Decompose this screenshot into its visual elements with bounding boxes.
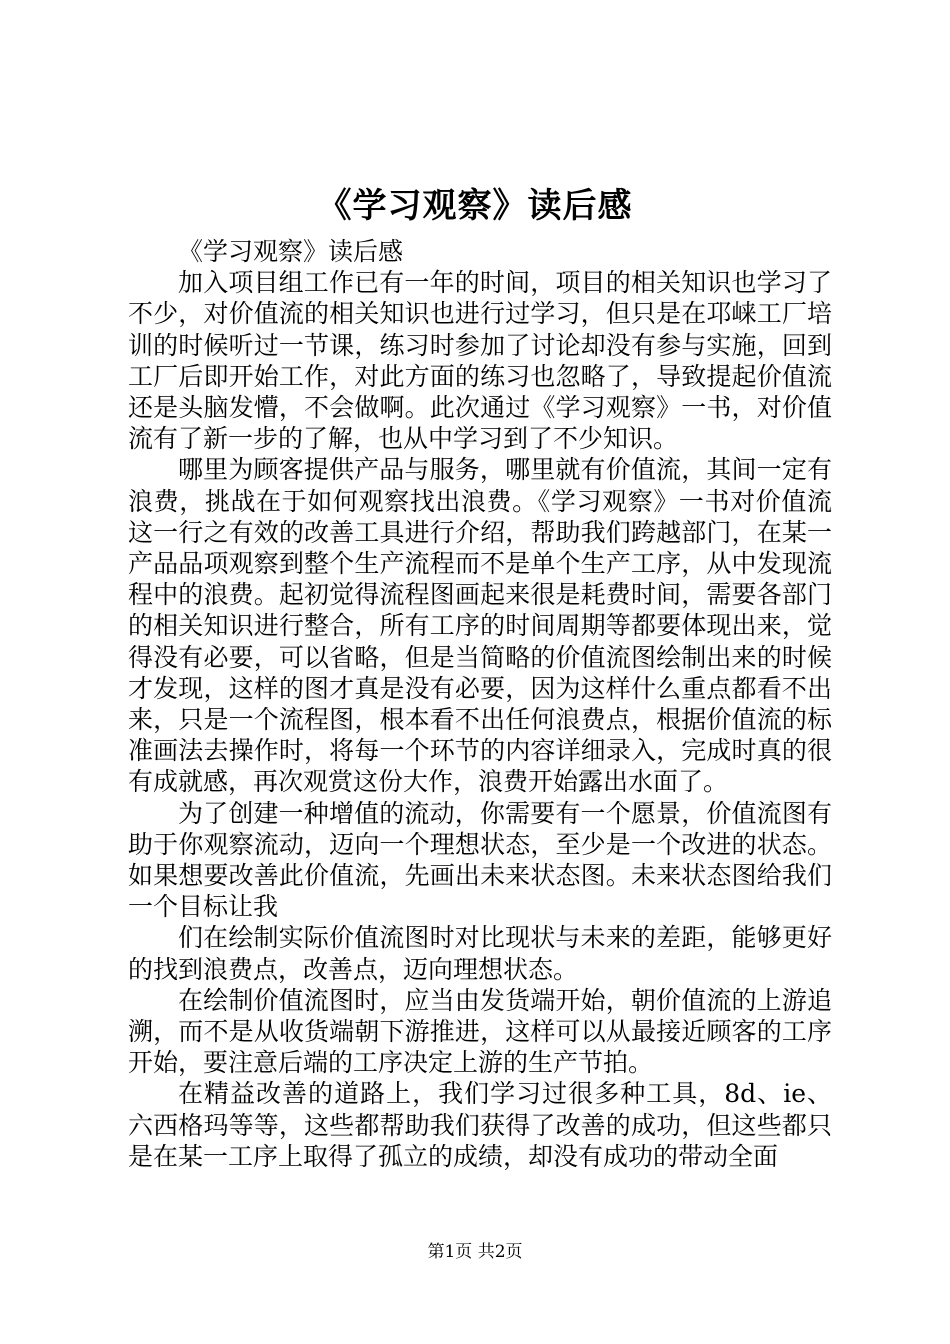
document-title: 《学习观察》读后感 [317,186,633,226]
paragraph: 为了创建一种增值的流动，你需要有一个愿景，价值流图有助于你观察流动，迈向一个理想状态，至少是一个改进的状态。如果想要改善此价值流，先画出未来状态图。未来状态图给我们一个目标让我 [128,798,832,922]
paragraph: 们在绘制实际价值流图时对比现状与未来的差距，能够更好的找到浪费点，改善点，迈向理想状态。 [128,923,832,984]
document-body [128,236,832,1172]
page-number-footer: 第1页 共2页 [427,1242,523,1262]
paragraph: 在绘制价值流图时，应当由发货端开始，朝价值流的上游追溯，而不是从收货端朝下游推进，这样可以从最接近顾客的工序开始，要注意后端的工序决定上游的生产节拍。 [128,985,832,1078]
paragraph: 加入项目组工作已有一年的时间，项目的相关知识也学习了不少，对价值流的相关知识也进行过学习，但只是在邛崃工厂培训的时候听过一节课，练习时参加了讨论却没有参与实施，回到工厂后即开始工作，对此方面的练习也忽略了，导致提起价值流还是头脑发懵，不会做啊。此次通过《学习观察》一书，对价值流有了新一步的了解，也从中学习到了不少知识。 [128,268,832,454]
paragraph: 在精益改善的道路上，我们学习过很多种工具，8d、ie、六西格玛等等，这些都帮助我们获得了改善的成功，但这些都只是在某一工序上取得了孤立的成绩，却没有成功的带动全面 [128,1079,832,1171]
paragraph: 哪里为顾客提供产品与服务，哪里就有价值流，其间一定有浪费，挑战在于如何观察找出浪费。《学习观察》一书对价值流这一行之有效的改善工具进行介绍，帮助我们跨越部门，在某一产品品项观察到整个生产流程而不是单个生产工序，从中发现流程中的浪费。起初觉得流程图画起来很是耗费时间，需要各部门的相关知识进行整合，所有工序的时间周期等都要体现出来，觉得没有必要，可以省略，但是当简略的价值流图绘制出来的时候才发现，这样的图才真是没有必要，因为这样什么重点都看不出来，只是一个流程图，根本看不出任何浪费点，根据价值流的标准画法去操作时，将每一个环节的内容详细录入，完成时真的很有成就感，再次观赏这份大作，浪费开始露出水面了。 [128,455,832,797]
paragraph-subtitle: 《学习观察》读后感 [178,237,404,266]
